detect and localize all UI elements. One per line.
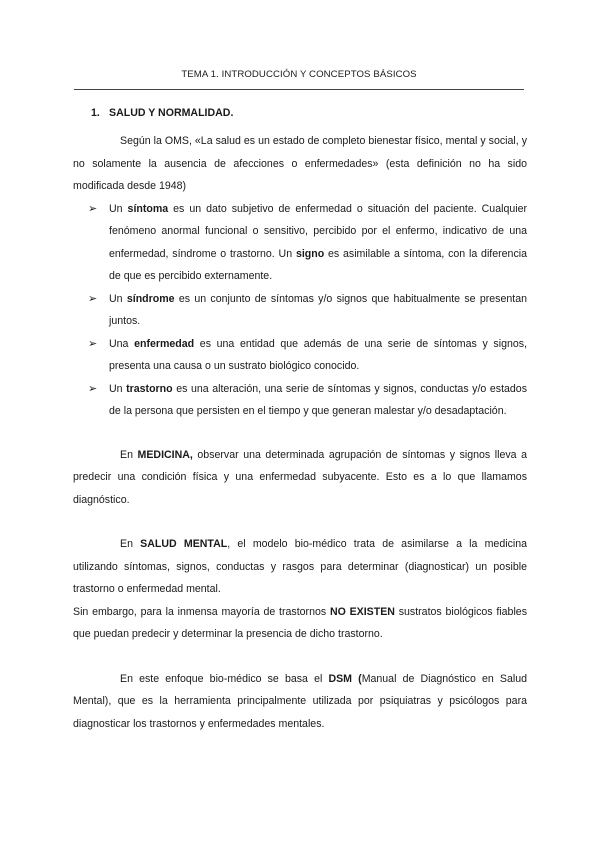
section-title xyxy=(91,107,527,119)
term-sintoma: síntoma xyxy=(127,202,169,215)
term-enfermedad: enfermedad xyxy=(134,337,195,350)
definition-text: es un conjunto de síntomas y/o signos que habitualmente se presentan juntos. xyxy=(109,292,527,327)
medicina-paragraph xyxy=(73,444,527,512)
paragraph-text: En este enfoque bio-médico se basa el xyxy=(120,672,329,685)
header-divider xyxy=(74,89,524,90)
arrow-bullet-icon: ➢ xyxy=(88,382,98,395)
paragraph-text: En xyxy=(120,448,138,461)
definition-text: Un xyxy=(109,382,127,395)
term-signo: signo xyxy=(295,247,325,260)
paragraph-text: Sin embargo, para la inmensa mayoría de trastornos xyxy=(73,605,330,618)
term-dsm: DSM ( xyxy=(328,672,362,685)
arrow-bullet-icon: ➢ xyxy=(88,292,98,305)
definition-text: Una xyxy=(109,337,135,350)
paragraph-text: Manual de Diagnóstico en Salud Mental), que es la herramienta principalmente utilizada por psiquiatras y psicólogos para diagnosticar los trastornos y enfermedades mentales. xyxy=(73,672,527,730)
salud-mental-paragraph xyxy=(73,533,527,601)
term-trastorno: trastorno xyxy=(126,382,173,395)
definitions-list xyxy=(73,198,527,423)
paragraph-text: observar una determinada agrupación de síntomas y signos lleva a predecir una condición física y una enfermedad subyacente. Esto es a lo que llamamos diagnóstico. xyxy=(73,448,528,506)
section-title-text: SALUD Y NORMALIDAD. xyxy=(109,107,234,119)
section-number: 1. xyxy=(91,107,100,119)
definition-text: es un dato subjetivo de enfermedad o situación del paciente. Cualquier fenómeno anormal funcional o sensitivo, percibido por el enfermo, indicativo de una enfermedad, síndrome o trastorno. Un xyxy=(109,202,527,260)
term-medicina: MEDICINA, xyxy=(137,448,193,461)
paragraph-text: , el modelo bio-médico trata de asimilarse a la medicina utilizando síntomas, signos, conductas y rasgos para determinar (diagnosticar) un posible trastorno o enfermedad mental. xyxy=(73,538,528,595)
paragraph-text: En xyxy=(120,538,141,550)
definition-sindrome xyxy=(73,288,527,333)
definition-enfermedad xyxy=(73,333,527,378)
definition-text: Un xyxy=(109,292,127,305)
document-body xyxy=(73,107,527,735)
definition-text: Un xyxy=(109,202,128,215)
term-salud-mental: SALUD MENTAL xyxy=(140,538,228,550)
oms-definition-paragraph: Según la OMS, «La salud es un estado de completo bienestar físico, mental y social, y no solamente la ausencia de afecciones o enfermedades» (esta definición no ha sido modificada desde 1948) xyxy=(73,135,527,192)
definition-text: es asimilable a síntoma, con la diferencia de que es percibido externamente. xyxy=(109,247,527,282)
dsm-paragraph xyxy=(73,668,527,736)
spacer xyxy=(73,646,527,668)
page-header: TEMA 1. INTRODUCCIÓN Y CONCEPTOS BÁSICOS xyxy=(181,69,417,80)
arrow-bullet-icon: ➢ xyxy=(88,202,98,215)
spacer xyxy=(73,511,527,533)
salud-mental-continuation xyxy=(73,601,527,646)
definition-text: es una alteración, una serie de síntomas y signos, conductas y/o estados de la persona que persisten en el tiempo y que generan malestar y/o desadaptación. xyxy=(109,382,527,417)
term-no-existen: NO EXISTEN xyxy=(329,605,395,618)
arrow-bullet-icon: ➢ xyxy=(88,337,98,350)
definition-trastorno xyxy=(73,378,527,423)
definition-text: es una entidad que además de una serie de síntomas y signos, presenta una causa o un sustrato biológico conocido. xyxy=(109,337,527,372)
term-sindrome: síndrome xyxy=(126,292,175,305)
paragraph-text: sustratos biológicos fiables que puedan predecir y determinar la presencia de dicho trastorno. xyxy=(73,605,527,640)
definition-sintoma xyxy=(73,198,527,288)
spacer xyxy=(73,423,527,444)
